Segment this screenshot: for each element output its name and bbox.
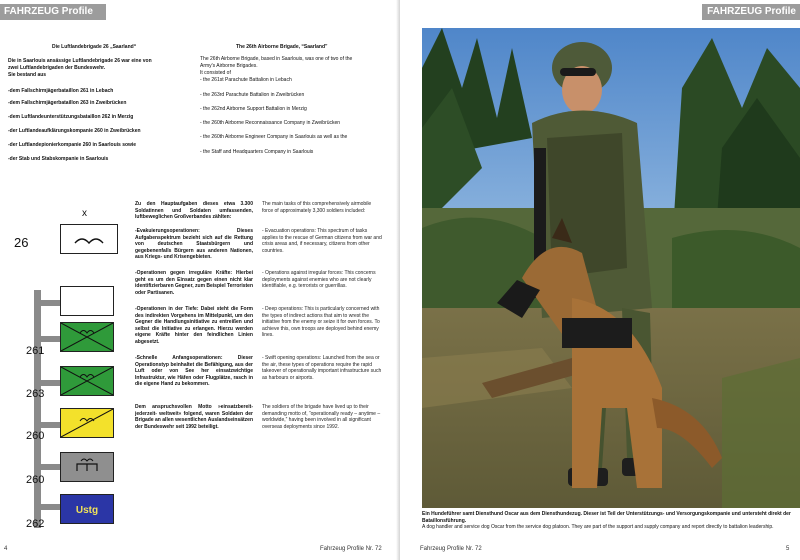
unit-symbol-263: [60, 366, 114, 396]
en-intro-line: Army's Airborne Brigades.: [200, 63, 258, 69]
de-intro-line: zwei Luftlandebrigaden der Bundeswehr.: [8, 65, 106, 71]
org-connector: [34, 380, 60, 386]
de-unit-item: -dem Fallschirmjägerbataillon 261 in Lebach: [8, 88, 114, 94]
de-intro-line: Sie bestand aus: [8, 72, 47, 78]
en-paragraph: - Swift opening operations: Launched from the sea or the air, these types of operations require the rapid takeover of operationally important infrastructure such as harbours or airports.: [262, 355, 382, 381]
en-paragraph: - Evacuation operations: This spectrum of tasks applies to the rescue of German citizens from war and crisis areas and, if necessary, citizens from other countries.: [262, 228, 382, 254]
org-connector: [34, 336, 60, 342]
photo-caption: [422, 511, 796, 531]
echelon-marker: x: [82, 208, 87, 219]
de-unit-item: -der Luftlandeaufklärungskompanie 260 in Zweibrücken: [8, 128, 141, 134]
de-paragraph: Dem anspruchsvollen Motto »einsatzbereit- jederzeit- weltweit« folgend, waren Soldaten der Brigade an allen wesentlichen Auslandseinsätzen der Bundeswehr seit 1992 beteiligt.: [135, 404, 253, 430]
unit-symbol-262-support: [60, 494, 114, 524]
infantry-cross-icon: [61, 323, 113, 351]
de-paragraph: -Evakuierungsoperationen: Dieses Aufgabenspektrum bezieht sich auf die Rettung von deutschen Staatsbürgern und gegebenenfalls Bürgern aus anderen Nationen, aus Kriegs- und Krisengebieten.: [135, 228, 253, 261]
caption-german: Ein Hundeführer samt Diensthund Oscar aus dem Diensthundezug. Dieser ist Teil der Unterstützungs- und Versorgungskompanie und untersteht direkt der Bataillonsführung.: [422, 511, 791, 524]
de-heading: Die Luftlandebrigade 26 „Saarland“: [52, 44, 137, 50]
de-intro-line: Die in Saarlouis ansässige Luftlandebrigade 26 war eine von: [8, 58, 152, 64]
footer-magazine: Fahrzeug Profile Nr. 72: [320, 546, 382, 552]
unit-number: 262: [26, 518, 45, 530]
unit-number: 263: [26, 388, 45, 400]
airborne-wing-icon: [61, 225, 117, 253]
hq-symbol: [60, 286, 114, 316]
footer-magazine: Fahrzeug Profile Nr. 72: [420, 546, 482, 552]
org-connector: [34, 300, 60, 306]
en-intro-line: The 26th Airborne Brigade, based in Saarlouis, was one of two of the: [200, 56, 353, 62]
unit-number: 260: [26, 474, 45, 486]
en-unit-item: - the 260th Airborne Engineer Company in Saarlouis as well as the: [200, 134, 348, 140]
header-right-title: FAHRZEUG Profile: [702, 4, 800, 20]
de-unit-item: -dem Fallschirmjägerbataillon 263 in Zweibrücken: [8, 100, 127, 106]
en-paragraph: - Operations against irregular forces: This concerns deployments against enemies who are not clearly identifiable, e.g. terrorists or guerrillas.: [262, 270, 376, 290]
org-connector-trunk: [34, 290, 41, 528]
footer-page-number: 4: [4, 546, 8, 552]
unit-symbol-260-engineer: [60, 452, 114, 482]
de-paragraph: -Operationen in der Tiefe: Dabei steht die Form des indirekten Vorgehens im Mittelpunkt, um den Gegner die Handlungsinitiative zu entreißen und selbst die Initiative zu erlangen. Hierzu werden eigene Kräfte hinter den feindlichen Linien abgesetzt.: [135, 306, 253, 345]
de-paragraph: Zu den Hauptaufgaben dieses etwa 3.300 Soldatinnen und Soldaten umfassenden, luftbeweglichen Großverbandes zählten:: [135, 201, 253, 221]
de-unit-item: -dem Luftlandeunterstützungsbataillon 262 in Merzig: [8, 114, 134, 120]
soldier-and-dog-photo: [422, 28, 800, 508]
en-paragraph: - Deep operations: This is particularly concerned with the types of indirect actions that aim to wrest the initiative from the enemy or seize it for own forces. To achieve this, own troops are deployed behind enemy lines.: [262, 306, 380, 339]
en-intro-line: It consisted of: [200, 70, 231, 76]
brigade-symbol: [60, 224, 118, 254]
brigade-number: 26: [14, 235, 29, 250]
de-unit-item: -der Luftlandepionierkompanie 260 in Saarlouis sowie: [8, 142, 137, 148]
footer-page-number: 5: [786, 546, 790, 552]
unit-number: 261: [26, 345, 45, 357]
org-connector: [34, 504, 60, 510]
en-heading: The 26th Airborne Brigade, “Saarland”: [236, 44, 328, 50]
support-abbreviation: Ustg: [75, 505, 99, 516]
org-connector: [34, 464, 60, 470]
en-unit-item: - the 260th Airborne Reconnaissance Company in Zweibrücken: [200, 120, 341, 126]
header-left-title: FAHRZEUG Profile: [0, 4, 106, 20]
unit-symbol-261: [60, 322, 114, 352]
infantry-cross-icon: [61, 367, 113, 395]
de-paragraph: -Schnelle Anfangsoperationen: Dieser Operationstyp beinhaltet die Befähigung, aus der Luft oder von See her einsatzwichtige Infrastruktur, wie Häfen oder Flugplätze, rasch in die eigene Hand zu bekommen.: [135, 355, 253, 388]
en-unit-item: - the 262nd Airborne Support Battalion in Merzig: [200, 106, 307, 112]
caption-english: A dog handler and service dog Oscar from the service dog platoon. They are part of the support and supply company and report directly to battalion leadership.: [422, 524, 774, 530]
recon-slash-icon: [61, 409, 113, 437]
en-paragraph: The soldiers of the brigade have lived up to their demanding motto of, “operationally ready – anytime – worldwide,” having been involved in all significant overseas deployments since 1992.: [262, 404, 381, 430]
unit-number: 260: [26, 430, 45, 442]
de-unit-item: -der Stab und Stabskompanie in Saarlouis: [8, 156, 109, 162]
photo-illustration: [422, 28, 800, 508]
en-unit-item: - the 263rd Parachute Battalion in Zweibrücken: [200, 92, 305, 98]
en-unit-item: - the 261st Parachute Battalion in Lebach: [200, 77, 292, 83]
de-paragraph: -Operationen gegen irreguläre Kräfte: Hierbei geht es um den Einsatz gegen einen nicht klar identifizierbaren Gegner, zum Beispiel Terroristen oder Partisanen.: [135, 270, 253, 296]
engineer-bridge-icon: [61, 453, 113, 481]
org-connector: [34, 422, 60, 428]
org-chart: [0, 200, 200, 540]
en-paragraph: The main tasks of this comprehensively airmobile force of approximately 3,300 soldiers included:: [262, 201, 372, 214]
en-unit-item: - the Staff and Headquarters Company in Saarlouis: [200, 149, 314, 155]
right-page: [400, 0, 800, 560]
unit-symbol-260-recon: [60, 408, 114, 438]
